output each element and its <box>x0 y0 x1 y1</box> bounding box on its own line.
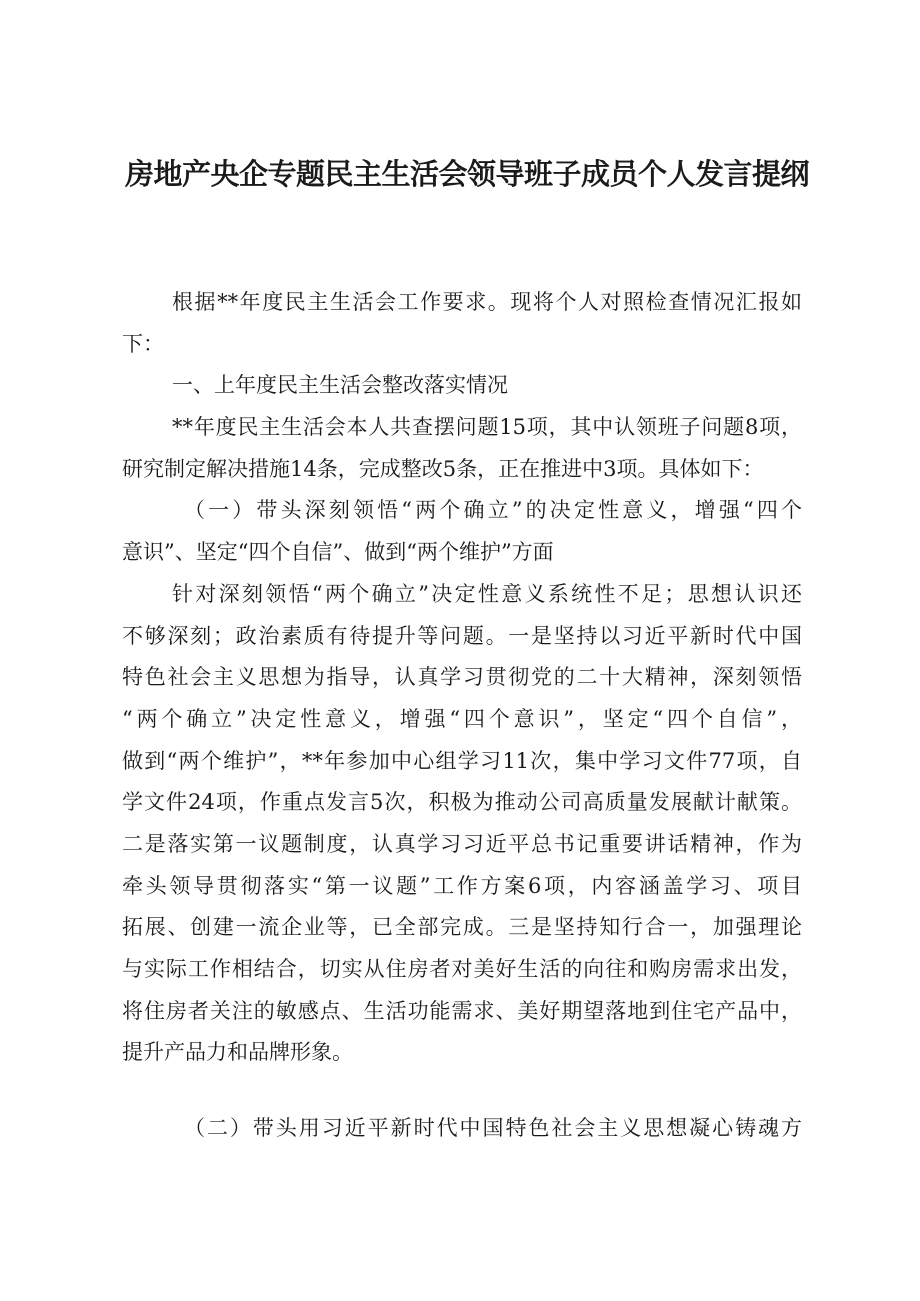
text-line: 与实际工作相结合，切实从住房者对美好生活的向往和购房需求出发， <box>122 957 802 981</box>
text-line: （一）带头深刻领悟“两个确立”的决定性意义，增强“四个 <box>184 498 802 523</box>
text-line: 牵头领导贯彻落实“第一议题”工作方案6项，内容涵盖学习、项目 <box>122 873 802 898</box>
document-body <box>122 282 802 1150</box>
text-line: 下： <box>122 331 164 356</box>
text-line: 做到“两个维护”，**年参加中心组学习11次，集中学习文件77项，自 <box>122 748 802 773</box>
paragraph-summary <box>122 407 802 490</box>
paragraph-intro <box>122 282 802 365</box>
text-line: 意识”、坚定“四个自信”、做到“两个维护”方面 <box>122 540 554 565</box>
text-line: “两个确立”决定性意义，增强“四个意识”，坚定“四个自信”， <box>122 706 802 731</box>
section-heading <box>122 365 802 407</box>
text-line: 根据**年度民主生活会工作要求。现将个人对照检查情况汇报如 <box>172 290 802 314</box>
text-line: **年度民主生活会本人共查摆问题15项，其中认领班子问题8项， <box>172 415 802 440</box>
text-line: 提升产品力和品牌形象。 <box>122 1040 353 1065</box>
text-line: （二）带头用习近平新时代中国特色社会主义思想凝心铸魂方 <box>184 1116 802 1141</box>
text-line: 研究制定解决措施14条，完成整改5条，正在推进中3项。具体如下： <box>122 456 764 481</box>
text-line: 一、上年度民主生活会整改落实情况 <box>172 373 508 398</box>
subsection-heading-2 <box>122 1108 802 1150</box>
text-line: 特色社会主义思想为指导，认真学习贯彻党的二十大精神，深刻领悟 <box>122 665 802 690</box>
text-line: 拓展、创建一流企业等，已全部完成。三是坚持知行合一，加强理论 <box>122 915 802 940</box>
text-line: 二是落实第一议题制度，认真学习习近平总书记重要讲话精神，作为 <box>122 831 802 856</box>
text-line: 不够深刻；政治素质有待提升等问题。一是坚持以习近平新时代中国 <box>122 623 802 648</box>
subsection-heading-1 <box>122 490 802 573</box>
document-title: 房地产央企专题民主生活会领导班子成员个人发言提纲 <box>125 157 810 191</box>
paragraph-detail <box>122 574 802 1074</box>
text-line: 针对深刻领悟“两个确立”决定性意义系统性不足；思想认识还 <box>172 581 802 606</box>
text-line: 将住房者关注的敏感点、生活功能需求、美好期望落地到住宅产品中， <box>122 998 802 1023</box>
text-line: 学文件24项，作重点发言5次，积极为推动公司高质量发展献计献策。 <box>122 790 802 815</box>
